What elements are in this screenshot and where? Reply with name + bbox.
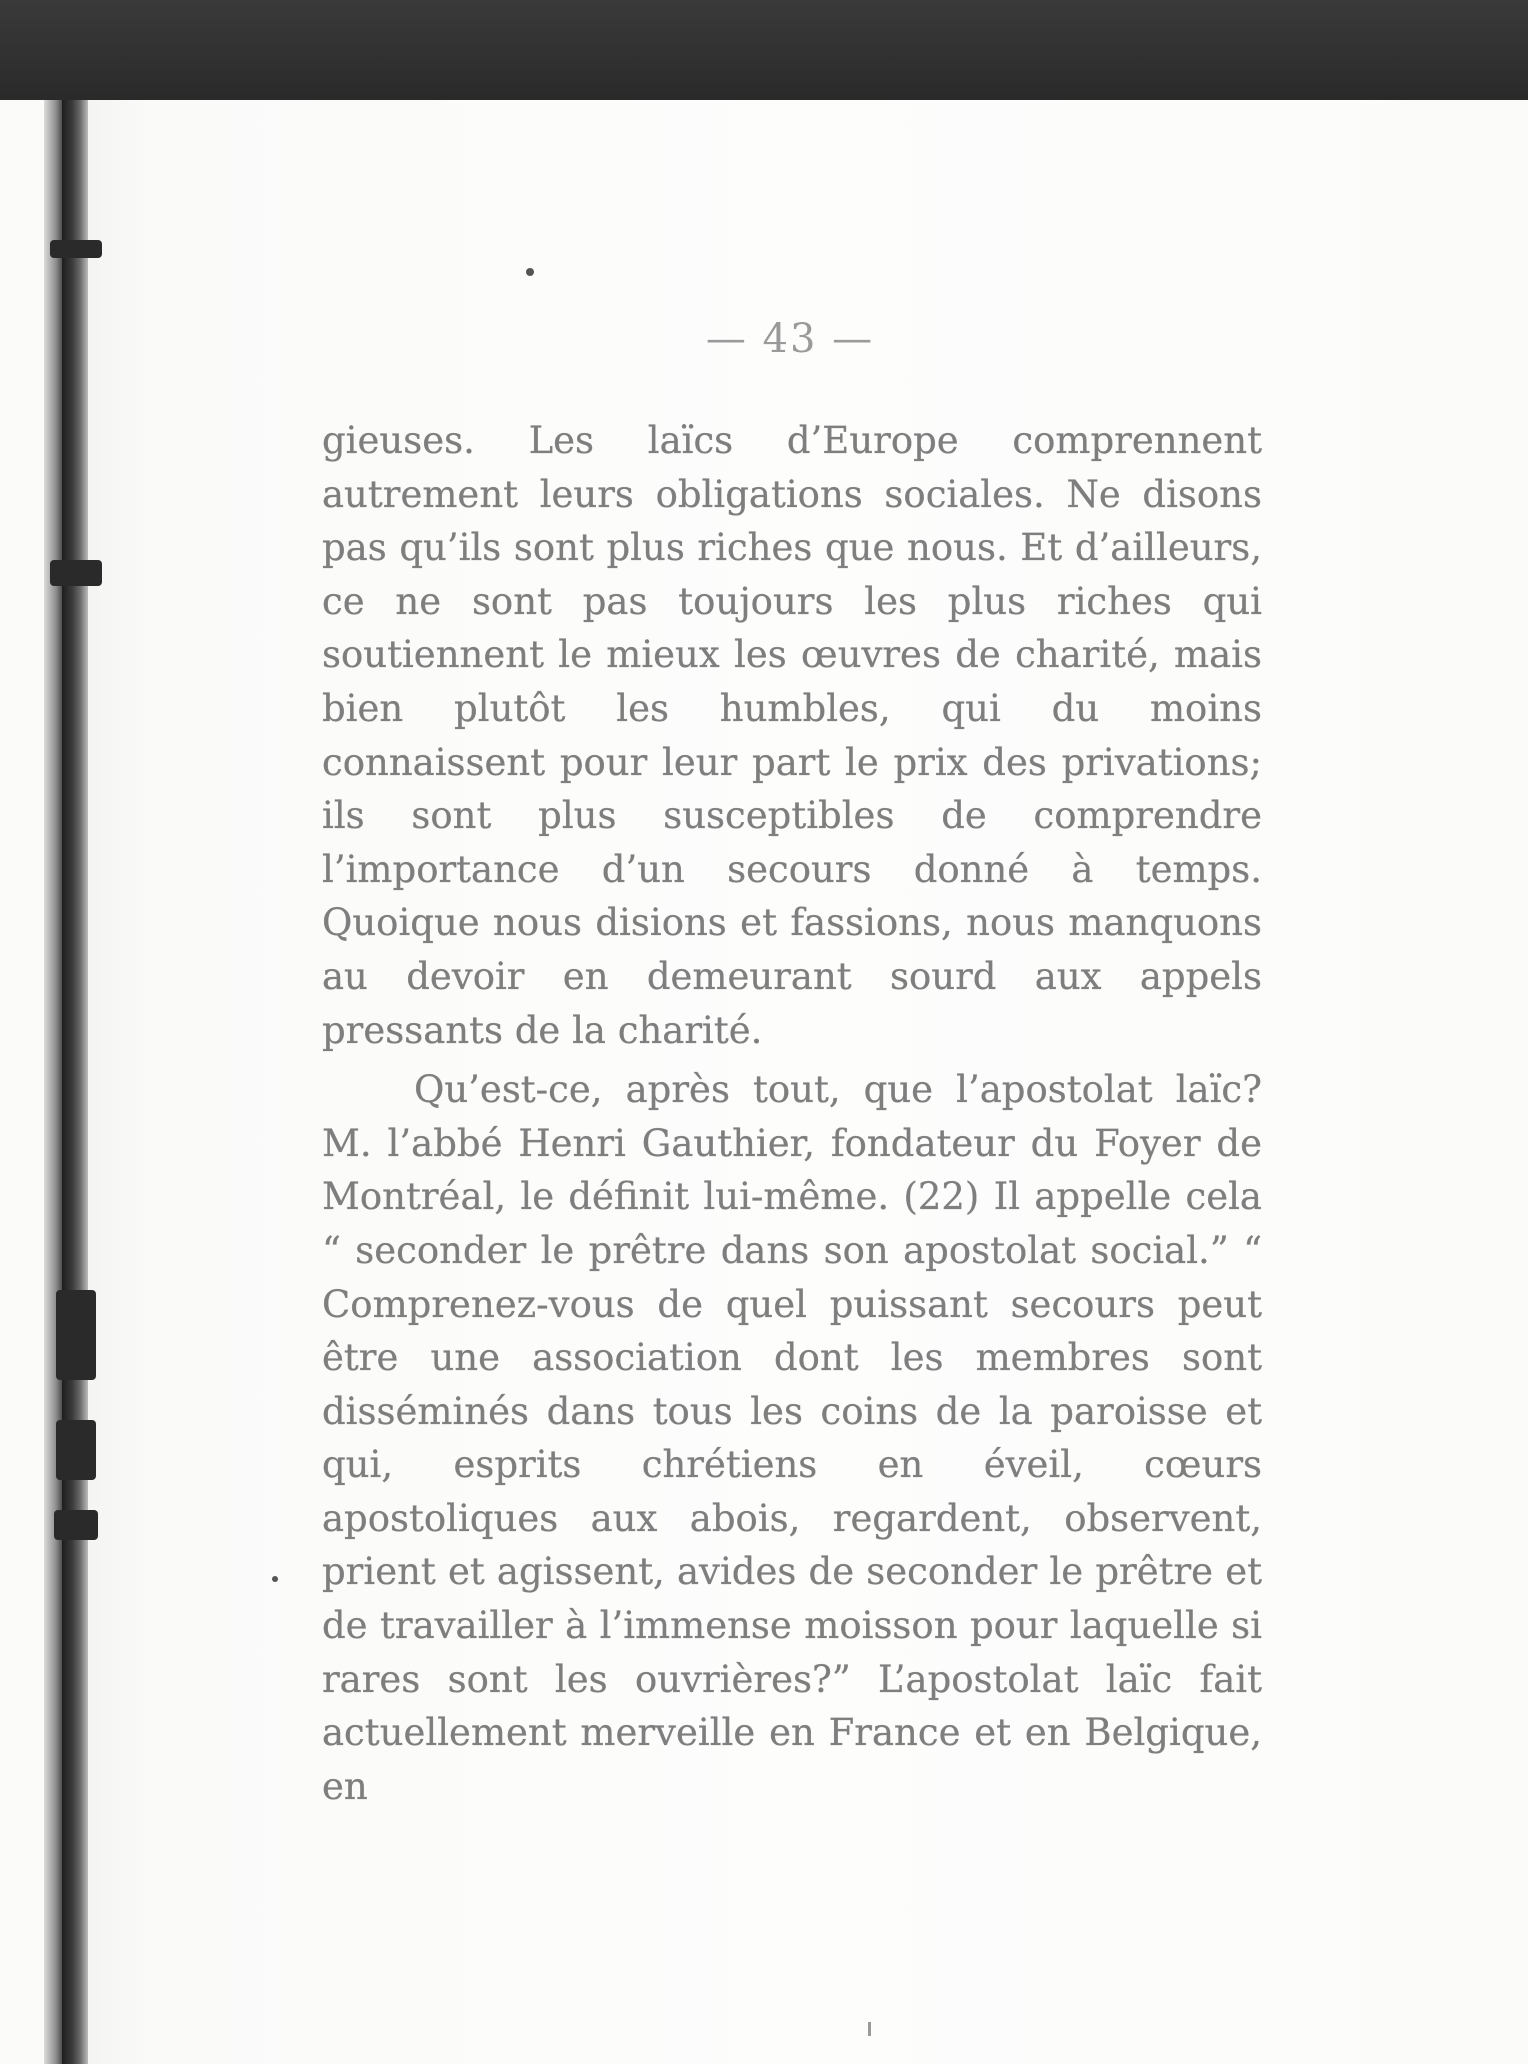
- binding-stitch: [56, 1420, 96, 1480]
- scanner-background: [0, 0, 1528, 100]
- binding-stitch: [54, 1510, 98, 1540]
- page-mark: [868, 2022, 871, 2036]
- binding-stitch: [50, 560, 102, 586]
- ink-speck: [272, 1576, 278, 1582]
- ink-speck: [526, 268, 534, 276]
- binding-stitch: [50, 240, 102, 258]
- page-number: — 43 —: [705, 316, 875, 362]
- page-gutter-shadow: [44, 100, 64, 2064]
- body-text: [322, 414, 1262, 1813]
- paragraph: gieuses. Les laïcs d’Europe comprennent autrement leurs obligations sociales. Ne disons pas qu’ils sont plus riches que nous. Et d’ailleurs, ce ne sont pas toujours les plus riches qui soutiennent le mieux les œuvres de charité, mais bien plutôt les humbles, qui du moins connaissent pour leur part le prix des privations; ils sont plus susceptibles de comprendre l’importance d’un secours donné à temps. Quoique nous disions et fassions, nous manquons au devoir en demeurant sourd aux appels pressants de la charité.: [322, 419, 1262, 1052]
- paragraph: Qu’est-ce, après tout, que l’apostolat laïc? M. l’abbé Henri Gauthier, fondateur du Foyer de Montréal, le définit lui-même. (22) Il appelle cela “ seconder le prêtre dans son apostolat social.” “ Comprenez-vous de quel puissant secours peut être une association dont les membres sont disséminés dans tous les coins de la paroisse et qui, esprits chrétiens en éveil, cœurs apostoliques aux abois, regardent, observent, prient et agissent, avides de seconder le prêtre et de travailler à l’immense moisson pour laquelle si rares sont les ouvrières?” L’apostolat laïc fait actuellement merveille en France et en Belgique, en: [322, 1068, 1262, 1808]
- binding-stitch: [56, 1290, 96, 1380]
- book-binding: [62, 100, 88, 2064]
